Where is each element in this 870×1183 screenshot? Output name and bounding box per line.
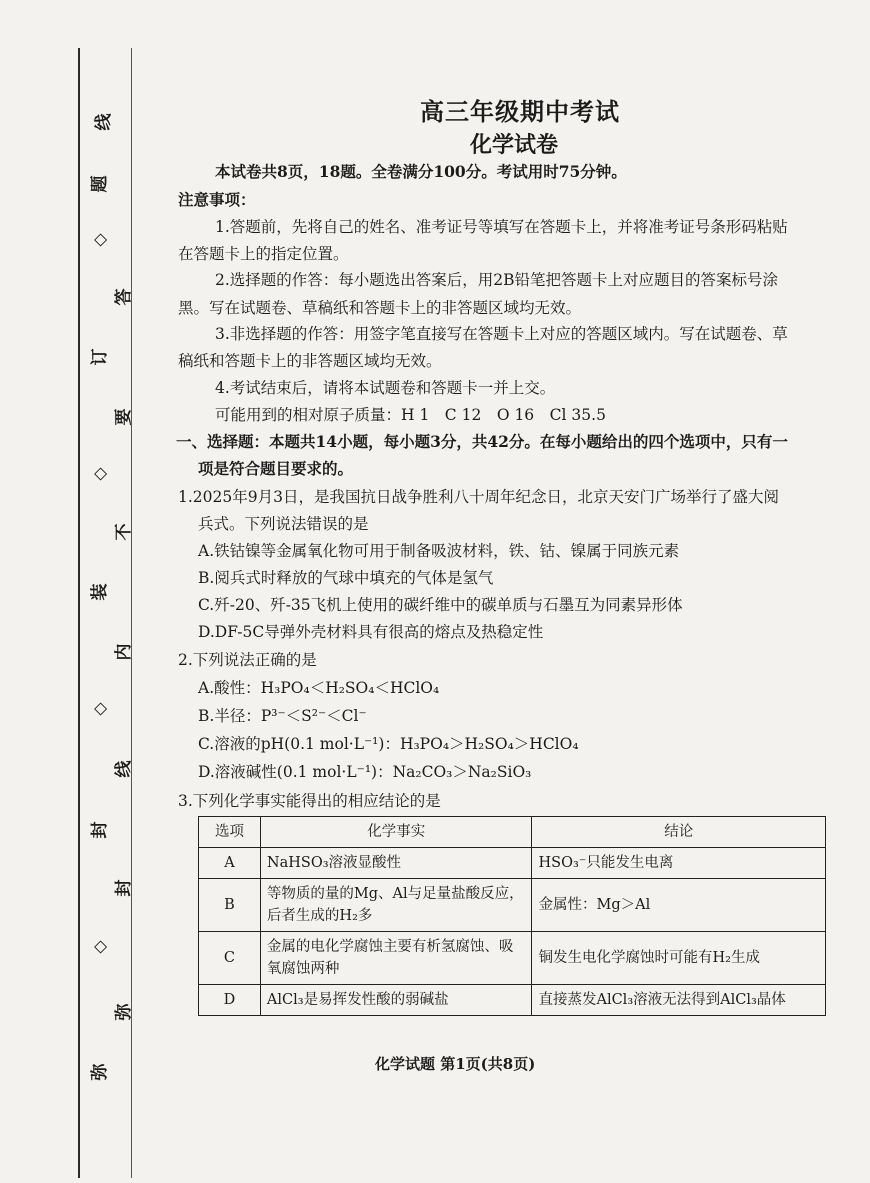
notice-line: 2.选择题的作答：每小题选出答案后，用2B铅笔把答题卡上对应题目的答案标号涂 — [215, 271, 779, 289]
notice-line: 1.答题前，先将自己的姓名、准考证号等填写在答题卡上，并将准考证号条形码粘贴 — [215, 218, 788, 236]
table-row — [199, 985, 826, 1016]
q1-option-c: C.歼-20、歼-35飞机上使用的碳纤维中的碳单质与石墨互为同素异形体 — [198, 596, 683, 614]
table-header: 结论 — [532, 817, 826, 848]
page-footer: 化学试题 第1页(共8页) — [375, 1055, 536, 1073]
side-label: ◇ — [90, 467, 110, 481]
side-label: 内 — [114, 643, 134, 661]
table-row — [199, 848, 826, 879]
table-cell: 金属的电化学腐蚀主要有析氢腐蚀、吸氧腐蚀两种 — [260, 932, 532, 985]
table-cell: D — [199, 985, 261, 1016]
table-cell: C — [199, 932, 261, 985]
side-label: 订 — [90, 348, 110, 366]
notice-line: 在答题卡上的指定位置。 — [178, 245, 349, 263]
side-label: 线 — [94, 113, 114, 131]
q2-option-d: D.溶液碱性(0.1 mol·L⁻¹)：Na₂CO₃＞Na₂SiO₃ — [198, 763, 532, 781]
notice-line: 3.非选择题的作答：用签字笔直接写在答题卡上对应的答题区域内。写在试题卷、草 — [215, 325, 788, 343]
side-label: 封 — [90, 821, 110, 839]
table-cell: 等物质的量的Mg、Al与足量盐酸反应，后者生成的H₂多 — [260, 879, 532, 932]
q1-option-a: A.铁钴镍等金属氧化物可用于制备吸波材料，铁、钴、镍属于同族元素 — [198, 542, 680, 560]
intro-line: 本试卷共8页，18题。全卷满分100分。考试用时75分钟。 — [215, 162, 627, 181]
q1-option-d: D.DF-5C导弹外壳材料具有很高的熔点及热稳定性 — [198, 623, 544, 641]
side-label: 线 — [114, 760, 134, 778]
table-cell: B — [199, 879, 261, 932]
table-cell: A — [199, 848, 261, 879]
side-label: 要 — [114, 408, 134, 426]
atomic-masses: 可能用到的相对原子质量：H 1 C 12 O 16 Cl 35.5 — [215, 406, 606, 424]
table-cell: NaHSO₃溶液显酸性 — [260, 848, 532, 879]
side-label: 封 — [114, 879, 134, 897]
table-cell: HSO₃⁻只能发生电离 — [532, 848, 826, 879]
notice-line: 黑。写在试题卷、草稿纸和答题卡上的非答题区域均无效。 — [178, 299, 582, 317]
question-3-stem: 3.下列化学事实能得出的相应结论的是 — [178, 792, 441, 810]
q2-option-b: B.半径：P³⁻＜S²⁻＜Cl⁻ — [198, 707, 367, 725]
table-header-row — [199, 817, 826, 848]
side-label: 弥 — [90, 1063, 110, 1081]
question-1-stem-cont: 兵式。下列说法错误的是 — [198, 515, 369, 533]
side-label: ◇ — [90, 940, 110, 954]
side-label: 弥 — [114, 1003, 134, 1021]
table-header: 化学事实 — [260, 817, 532, 848]
table-row — [199, 879, 826, 932]
question-1-stem: 1.2025年9月3日，是我国抗日战争胜利八十周年纪念日，北京天安门广场举行了盛大阅 — [178, 488, 779, 506]
table-header: 选项 — [199, 817, 261, 848]
table-cell: 金属性：Mg＞Al — [532, 879, 826, 932]
binding-line-outer — [78, 48, 80, 1178]
table-cell: 直接蒸发AlCl₃溶液无法得到AlCl₃晶体 — [532, 985, 826, 1016]
side-label: ◇ — [90, 233, 110, 247]
notice-line: 4.考试结束后，请将本试题卷和答题卡一并上交。 — [215, 379, 556, 397]
question-2-stem: 2.下列说法正确的是 — [178, 651, 317, 669]
exam-subtitle: 化学试卷 — [470, 132, 559, 158]
notice-line: 稿纸和答题卡上的非答题区域均无效。 — [178, 352, 442, 370]
side-label: ◇ — [90, 702, 110, 716]
question-3-table — [198, 816, 826, 1016]
side-label: 装 — [90, 583, 110, 601]
table-cell: AlCl₃是易挥发性酸的弱碱盐 — [260, 985, 532, 1016]
q2-option-c: C.溶液的pH(0.1 mol·L⁻¹)：H₃PO₄＞H₂SO₄＞HClO₄ — [198, 735, 579, 753]
table-cell: 铜发生电化学腐蚀时可能有H₂生成 — [532, 932, 826, 985]
side-label: 题 — [90, 175, 110, 193]
side-label: 不 — [114, 523, 134, 541]
exam-title: 高三年级期中考试 — [420, 97, 620, 126]
q1-option-b: B.阅兵式时释放的气球中填充的气体是氢气 — [198, 569, 494, 587]
table-row — [199, 932, 826, 985]
notice-heading: 注意事项： — [178, 190, 256, 209]
q2-option-a: A.酸性：H₃PO₄＜H₂SO₄＜HClO₄ — [198, 679, 440, 697]
section-heading-cont: 项是符合题目要求的。 — [198, 459, 354, 478]
side-label: 答 — [114, 288, 134, 306]
section-heading: 一、选择题：本题共14小题，每小题3分，共42分。在每小题给出的四个选项中，只有一 — [176, 432, 788, 451]
